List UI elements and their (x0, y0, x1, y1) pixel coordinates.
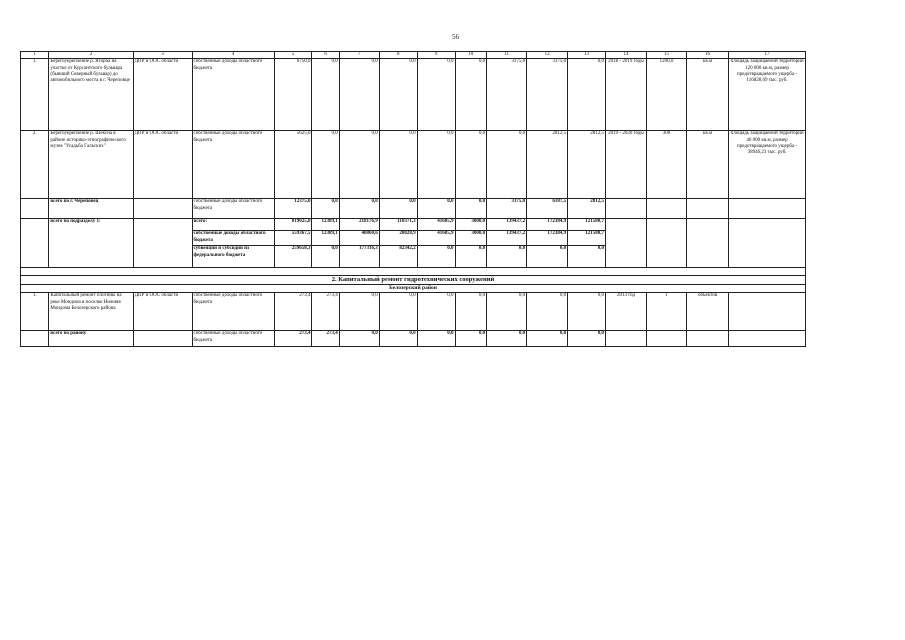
subtotal-label: всего по подразделу 1: (49, 219, 133, 268)
col-num: 1 (21, 52, 49, 59)
col-num: 9 (417, 52, 455, 59)
total-row (21, 199, 806, 219)
col-num: 12 (527, 52, 568, 59)
value-cell: 172384,9 (527, 231, 568, 246)
value-cell: 177316,3 (339, 246, 379, 268)
value-cell: 3375,0 (487, 59, 527, 131)
value-cell: 0,0 (455, 199, 487, 219)
value-cell: 0,0 (379, 131, 417, 199)
col-num: 13 (568, 52, 606, 59)
value-cell: 5625,0 (274, 131, 312, 199)
program-table (20, 51, 806, 347)
col-num: 4 (192, 52, 274, 59)
value-cell: 3000,0 (455, 231, 487, 246)
period: 2018 - 2019 годы (605, 59, 646, 131)
value-cell: 3375,0 (487, 199, 527, 219)
value-cell: 0,0 (487, 331, 527, 347)
value-cell: 0,0 (455, 131, 487, 199)
period: 2013 год (605, 293, 646, 331)
value-cell: 273,4 (274, 293, 312, 331)
col-num: 16 (686, 52, 728, 59)
quantity: 300 (647, 131, 687, 199)
value-cell: 0,0 (339, 59, 379, 131)
total-label: всего по г. Череповец (49, 199, 133, 219)
value-cell: 0,0 (339, 131, 379, 199)
value-cell: 0,0 (568, 59, 606, 131)
value-cell: 28028,9 (379, 231, 417, 246)
value-cell: 0,0 (417, 131, 455, 199)
unit: объектов (686, 293, 728, 331)
project-name: Берегоукрепление р. Шексна в районе историко-этнографического музея "Усадьба Гальских" (49, 131, 133, 199)
value-cell: 0,0 (312, 246, 339, 268)
col-num: 5 (274, 52, 312, 59)
total-label: всего по району (49, 331, 133, 347)
quantity: 1200,0 (647, 59, 687, 131)
table-row (21, 293, 806, 331)
quantity: 1 (647, 293, 687, 331)
value-cell: 819025,8 (274, 219, 312, 231)
column-number-row (21, 52, 806, 59)
col-num: 6 (312, 52, 339, 59)
value-cell: 0,0 (487, 131, 527, 199)
value-cell: 259658,3 (274, 246, 312, 268)
table-row (21, 59, 806, 131)
section-title: 2. Капитальный ремонт гидротехнических сооружений (21, 276, 806, 285)
value-cell: 3000,0 (455, 219, 487, 231)
value-cell: 0,0 (339, 199, 379, 219)
value-cell: 0,0 (568, 246, 606, 268)
executor: ДПР и ООС области (133, 59, 192, 131)
row-number: 1. (21, 59, 49, 131)
value-cell: 273,4 (274, 331, 312, 347)
value-cell: 40860,6 (339, 231, 379, 246)
project-name: Капитальный ремонт плотины на реке Мондома в поселке Нижняя Мондома Белозерского района (49, 293, 133, 331)
value-cell: 218176,9 (339, 219, 379, 231)
funding-source: собственные доходы областного бюджета (192, 331, 274, 347)
value-cell: 0,0 (379, 331, 417, 347)
total-row (21, 331, 806, 347)
value-cell: 0,0 (455, 293, 487, 331)
value-cell: 0,0 (379, 59, 417, 131)
value-cell: 0,0 (455, 59, 487, 131)
value-cell: 41685,9 (417, 231, 455, 246)
value-cell: 172384,9 (527, 219, 568, 231)
value-cell: 0,0 (487, 293, 527, 331)
value-cell: 0,0 (455, 246, 487, 268)
funding-source: собственные доходы областного бюджета (192, 231, 274, 246)
page-number: 56 (452, 33, 459, 41)
value-cell: 12375,0 (274, 199, 312, 219)
district-heading-row (21, 285, 806, 293)
value-cell: 139437,2 (487, 219, 527, 231)
value-cell: 12389,1 (312, 219, 339, 231)
funding-source: субвенции и субсидии из федерального бюджета (192, 246, 274, 268)
col-num: 11 (487, 52, 527, 59)
value-cell: 12389,1 (312, 231, 339, 246)
table-row (21, 131, 806, 199)
value-cell: 0,0 (487, 246, 527, 268)
col-num: 3 (133, 52, 192, 59)
value-cell: 0,0 (312, 59, 339, 131)
row-number: 2. (21, 131, 49, 199)
col-num: 10 (455, 52, 487, 59)
value-cell: 0,0 (379, 199, 417, 219)
row-number: 1. (21, 293, 49, 331)
value-cell: 6187,5 (527, 199, 568, 219)
result-description: площадь защищаемой территории 120 000 кв.м, размер предотвращаемого ущерба - 116828,69 тыс. руб. (729, 59, 806, 131)
col-num: 8 (379, 52, 417, 59)
col-num: 15 (647, 52, 687, 59)
value-cell: 6750,0 (274, 59, 312, 131)
value-cell: 0,0 (417, 293, 455, 331)
value-cell: 121580,7 (568, 219, 606, 231)
value-cell: 559367,5 (274, 231, 312, 246)
col-num: 7 (339, 52, 379, 59)
funding-source: всего: (192, 219, 274, 231)
funding-source: собственные доходы областного бюджета (192, 199, 274, 219)
spacer-row (21, 268, 806, 276)
value-cell: 2812,5 (568, 131, 606, 199)
value-cell: 273,4 (312, 293, 339, 331)
executor: ДПР и ООС области (133, 131, 192, 199)
value-cell: 0,0 (339, 331, 379, 347)
district-title: Белозерский район (21, 285, 806, 293)
value-cell: 0,0 (417, 246, 455, 268)
value-cell: 139437,2 (487, 231, 527, 246)
period: 2019 - 2020 годы (605, 131, 646, 199)
funding-source: собственные доходы областного бюджета (192, 131, 274, 199)
value-cell: 2812,5 (568, 199, 606, 219)
unit: кв.м (686, 131, 728, 199)
value-cell: 273,4 (312, 331, 339, 347)
value-cell: 82342,2 (379, 246, 417, 268)
value-cell: 0,0 (568, 293, 606, 331)
result-description: площадь защищаемой территории 40 000 кв.м, размер предотвращаемого ущерба - 38946,23 тыс. руб. (729, 131, 806, 199)
value-cell: 0,0 (568, 331, 606, 347)
value-cell: 0,0 (455, 331, 487, 347)
value-cell: 0,0 (312, 199, 339, 219)
col-num: 14 (605, 52, 646, 59)
value-cell: 41685,9 (417, 219, 455, 231)
value-cell: 0,0 (417, 199, 455, 219)
value-cell: 110371,3 (379, 219, 417, 231)
value-cell: 0,0 (527, 246, 568, 268)
col-num: 17 (729, 52, 806, 59)
value-cell: 0,0 (339, 293, 379, 331)
value-cell: 0,0 (527, 293, 568, 331)
value-cell: 0,0 (527, 331, 568, 347)
executor: ДПР и ООС области (133, 293, 192, 331)
funding-source: собственные доходы областного бюджета (192, 293, 274, 331)
project-name: Берегоукрепление р. Ягорба на участке от Курсантского бульвара (бывший Северный бульвар) до автомобильного моста в г. Череповце (49, 59, 133, 131)
value-cell: 0,0 (417, 59, 455, 131)
unit: кв.м (686, 59, 728, 131)
section-heading-row (21, 276, 806, 285)
value-cell: 3375,0 (527, 59, 568, 131)
value-cell: 0,0 (312, 131, 339, 199)
subtotal-row (21, 219, 806, 231)
value-cell: 2812,5 (527, 131, 568, 199)
value-cell: 121580,7 (568, 231, 606, 246)
col-num: 2 (49, 52, 133, 59)
value-cell: 0,0 (379, 293, 417, 331)
value-cell: 0,0 (417, 331, 455, 347)
funding-source: собственные доходы областного бюджета (192, 59, 274, 131)
